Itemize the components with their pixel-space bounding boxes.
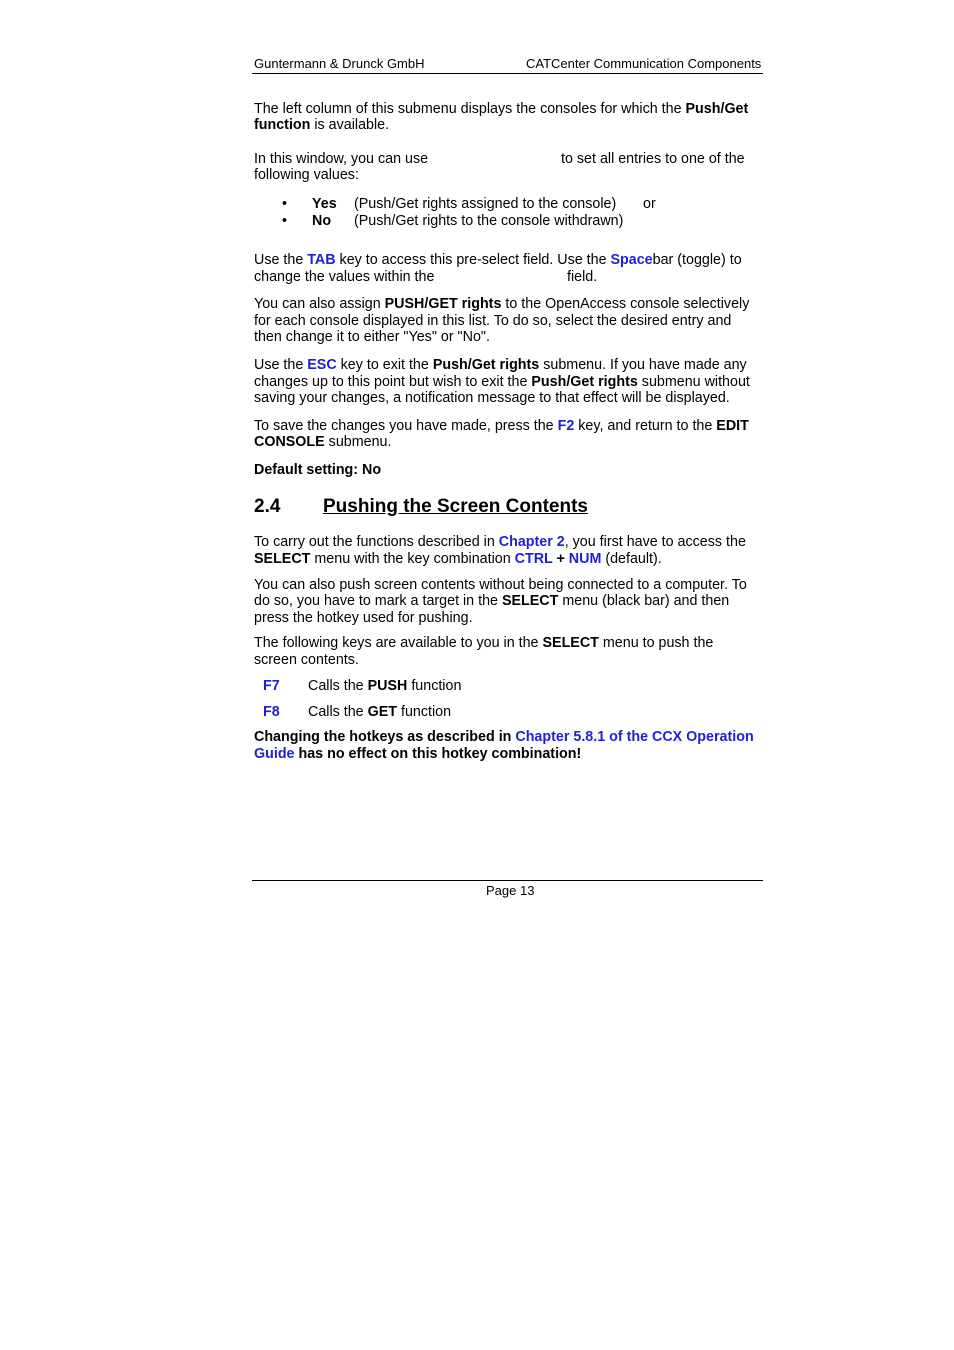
key-desc-text: function: [407, 678, 462, 694]
esc-key-label: ESC: [307, 357, 337, 373]
p4-text: You can also assign: [254, 296, 385, 312]
p4-line2: for each console displayed in this list. To do so, select the desired entry and: [254, 313, 732, 329]
bullet-key-yes: Yes: [312, 196, 337, 212]
p8-text: menu (black bar) and then: [558, 593, 730, 609]
ccx-guide-link[interactable]: Chapter 5.8.1 of the CCX Operation: [515, 729, 754, 745]
p1-line1: [254, 101, 748, 118]
default-setting: Default setting: No: [254, 462, 382, 478]
p5-text: changes up to this point but wish to exit the: [254, 374, 532, 390]
f7-key-label: F7: [263, 678, 280, 694]
f2-key-label: F2: [557, 418, 575, 434]
note-text: has no effect on this hotkey combination!: [294, 746, 582, 762]
p6-text: To save the changes you have made, press the: [254, 418, 558, 434]
p6-line1: [254, 418, 749, 435]
p2-line1b: to set all entries to one of the: [561, 151, 745, 167]
p1-text-end: is available.: [310, 117, 390, 133]
p7-bold: SELECT: [254, 551, 311, 567]
chapter-link[interactable]: Chapter 2: [498, 534, 565, 550]
p1-bold-function: function: [254, 117, 311, 133]
key-desc-text: function: [397, 704, 452, 720]
p7-text: To carry out the functions described in: [254, 534, 499, 550]
key-desc-text: Calls the: [308, 704, 368, 720]
p7-line1: [254, 534, 746, 551]
p5-text: Use the: [254, 357, 308, 373]
p1-line2: [254, 117, 389, 134]
bullet-desc-no: (Push/Get rights to the console withdrawn): [354, 213, 624, 229]
p7-line2: [254, 551, 662, 568]
p3-line2a: change the values within the: [254, 269, 435, 285]
tab-key-label: TAB: [307, 252, 336, 268]
p5-line2: [254, 374, 750, 391]
p3-line1: [254, 252, 742, 269]
p6-bold: EDIT: [716, 418, 749, 434]
f7-description: [308, 678, 461, 695]
p5-bold: Push/Get rights: [531, 374, 638, 390]
p7-text: menu with the key combination: [310, 551, 515, 567]
note-line1: [254, 729, 754, 746]
p4-text: to the OpenAccess console selectively: [501, 296, 750, 312]
page-number: Page 13: [486, 883, 535, 898]
p2-line1a: In this window, you can use: [254, 151, 429, 167]
note-text: Changing the hotkeys as described in: [254, 729, 516, 745]
p5-line1: [254, 357, 747, 374]
p4-line3: then change it to either "Yes" or "No".: [254, 329, 490, 345]
ccx-guide-link[interactable]: Guide: [254, 746, 295, 762]
p4-bold: PUSH/GET rights: [384, 296, 502, 312]
header-product: CATCenter Communication Components: [526, 56, 762, 71]
p6-line2: [254, 434, 391, 451]
p9-text: The following keys are available to you in the: [254, 635, 543, 651]
p9-bold: SELECT: [542, 635, 599, 651]
p9-line1: [254, 635, 713, 652]
p8-text: do so, you have to mark a target in the: [254, 593, 502, 609]
footer-rule: [252, 880, 763, 881]
bullet-mark: •: [282, 196, 288, 212]
bullet-key-no: No: [312, 213, 332, 229]
num-key-label: NUM: [568, 551, 602, 567]
p9-text: menu to push the: [598, 635, 714, 651]
f8-key-label: F8: [263, 704, 280, 720]
p6-text: key, and return to the: [574, 418, 717, 434]
p5-text: submenu without: [637, 374, 750, 390]
bullet-or: or: [643, 196, 656, 212]
p6-text: submenu.: [324, 434, 392, 450]
section-number: 2.4: [254, 496, 281, 517]
p8-line3: press the hotkey used for pushing.: [254, 610, 473, 626]
p7-text: (default).: [601, 551, 662, 567]
p1-bold-pushget: Push/Get: [685, 101, 749, 117]
p6-bold: CONSOLE: [254, 434, 325, 450]
bullet-desc-yes: (Push/Get rights assigned to the console): [354, 196, 617, 212]
plus-sign: +: [552, 551, 569, 567]
p9-line2: screen contents.: [254, 652, 359, 668]
p7-text: , you first have to access the: [564, 534, 746, 550]
p3-text: key to access this pre-select field. Use the: [335, 252, 611, 268]
key-desc-text: Calls the: [308, 678, 368, 694]
p1-text: The left column of this submenu displays the consoles for which the: [254, 101, 686, 117]
note-line2: [254, 746, 581, 763]
key-desc-bold: GET: [367, 704, 397, 720]
key-desc-bold: PUSH: [367, 678, 408, 694]
p4-line1: [254, 296, 749, 313]
p5-bold: Push/Get rights: [432, 357, 540, 373]
bullet-mark: •: [282, 213, 288, 229]
p5-text: key to exit the: [336, 357, 433, 373]
p3-line2b: field.: [567, 269, 598, 285]
header-rule: [252, 73, 763, 74]
p2-line2: following values:: [254, 167, 359, 183]
p5-text: submenu. If you have made any: [539, 357, 747, 373]
p8-line1: You can also push screen contents without being connected to a computer. To: [254, 577, 747, 593]
ctrl-key-label: CTRL: [514, 551, 553, 567]
p3-text: bar (toggle) to: [652, 252, 742, 268]
p3-text: Use the: [254, 252, 308, 268]
header-company: Guntermann & Drunck GmbH: [254, 56, 425, 71]
p5-line3: saving your changes, a notification message to that effect will be displayed.: [254, 390, 730, 406]
section-title: Pushing the Screen Contents: [323, 496, 588, 517]
space-key-label: Space: [610, 252, 653, 268]
p8-line2: [254, 593, 729, 610]
p8-bold: SELECT: [501, 593, 559, 609]
f8-description: [308, 704, 451, 721]
